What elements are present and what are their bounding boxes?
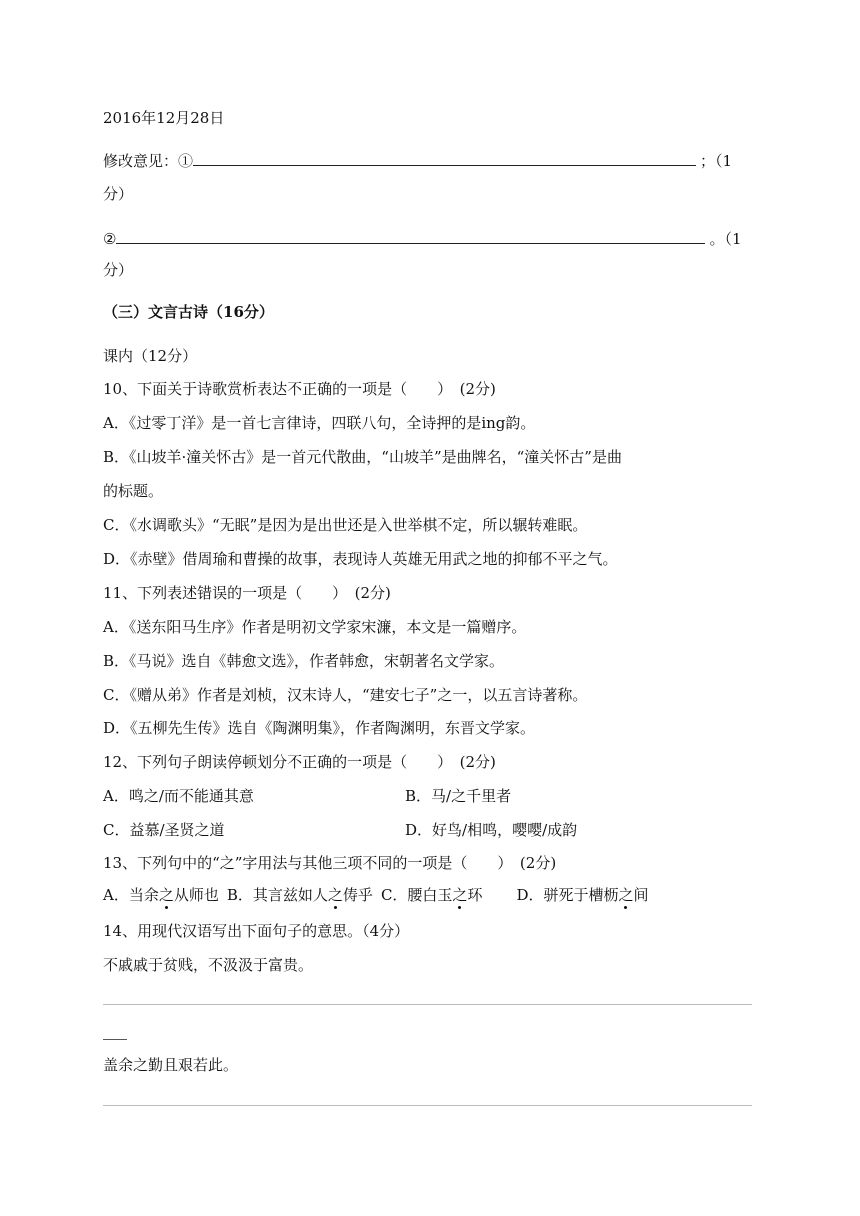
answer-line-2[interactable] [103,1105,752,1106]
q14-stem: 14、用现代汉语写出下面句子的意思。（4分） [103,922,410,940]
q12-option-a: A．鸣之/而不能通其意 [103,787,254,805]
revision-prefix-2: ② [103,230,117,248]
q12-option-c: C．益慕/圣贤之道 [103,821,225,839]
revision-tail-1: 分） [103,185,134,203]
revision-line-2 [103,228,742,249]
q10-option-b: B．《山坡羊·潼关怀古》是一首元代散曲，“山坡羊”是曲牌名，“潼关怀古”是曲 [103,448,622,466]
q13-options [103,885,649,905]
q10-option-b-cont: 的标题。 [103,482,164,500]
q11-stem: 11、下列表述错误的一项是（ ） (2分) [103,584,391,602]
q10-option-d: D．《赤壁》借周瑜和曹操的故事，表现诗人英雄无用武之地的抑郁不平之气。 [103,550,618,568]
revision-end-2: 。（1 [709,230,742,248]
emphasis-dot: 之 [618,886,634,904]
emphasis-dot: 之 [452,886,468,904]
q12-option-b: B．马/之千里者 [405,787,512,805]
revision-tail-2: 分） [103,261,134,279]
q14-sentence-2: 盖余之勤且艰若此。 [103,1056,239,1074]
q12-option-d: D．好鸟/相鸣，嘤嘤/成韵 [405,821,578,839]
q13-option-b: B．其言兹如人之俦乎 [226,886,373,904]
q13-option-c: C．腰白玉之环 [380,886,483,904]
q10-option-c: C．《水调歌头》“无眠”是因为是出世还是入世举棋不定，所以辗转难眠。 [103,516,588,534]
answer-line-stub [103,1039,127,1040]
revision-end-1: ；（1 [700,152,733,170]
answer-blank-2[interactable] [116,228,705,244]
q13-option-a: A．当余之从师也 [103,886,219,904]
q12-stem: 12、下列句子朗读停顿划分不正确的一项是（ ） (2分) [103,753,496,771]
revision-label: 修改意见：① [103,152,194,170]
q11-option-d: D．《五柳先生传》选自《陶渊明集》，作者陶渊明，东晋文学家。 [103,719,536,737]
q10-stem: 10、下面关于诗歌赏析表达不正确的一项是（ ） (2分) [103,380,496,398]
q11-option-c: C．《赠从弟》作者是刘桢，汉末诗人，“建安七子”之一，以五言诗著称。 [103,686,588,704]
q14-sentence-1: 不戚戚于贫贱，不汲汲于富贵。 [103,956,314,974]
q11-option-a: A．《送东阳马生序》作者是明初文学家宋濂，本文是一篇赠序。 [103,618,527,636]
sub-title: 课内（12分） [103,347,198,365]
emphasis-dot: 之 [327,886,343,904]
q11-option-b: B．《马说》选自《韩愈文选》，作者韩愈，宋朝著名文学家。 [103,652,505,670]
q13-option-d: D．骈死于槽枥之间 [516,886,649,904]
q13-stem: 13、下列句中的“之”字用法与其他三项不同的一项是（ ） (2分) [103,854,557,872]
answer-line-1[interactable] [103,1004,752,1005]
emphasis-dot: 之 [158,886,174,904]
section-title: （三）文言古诗（16分） [103,303,274,321]
q10-option-a: A．《过零丁洋》是一首七言律诗，四联八句，全诗押的是ing韵。 [103,414,536,432]
date-line: 2016年12月28日 [103,109,225,127]
answer-blank-1[interactable] [193,150,696,166]
revision-line-1 [103,150,732,171]
